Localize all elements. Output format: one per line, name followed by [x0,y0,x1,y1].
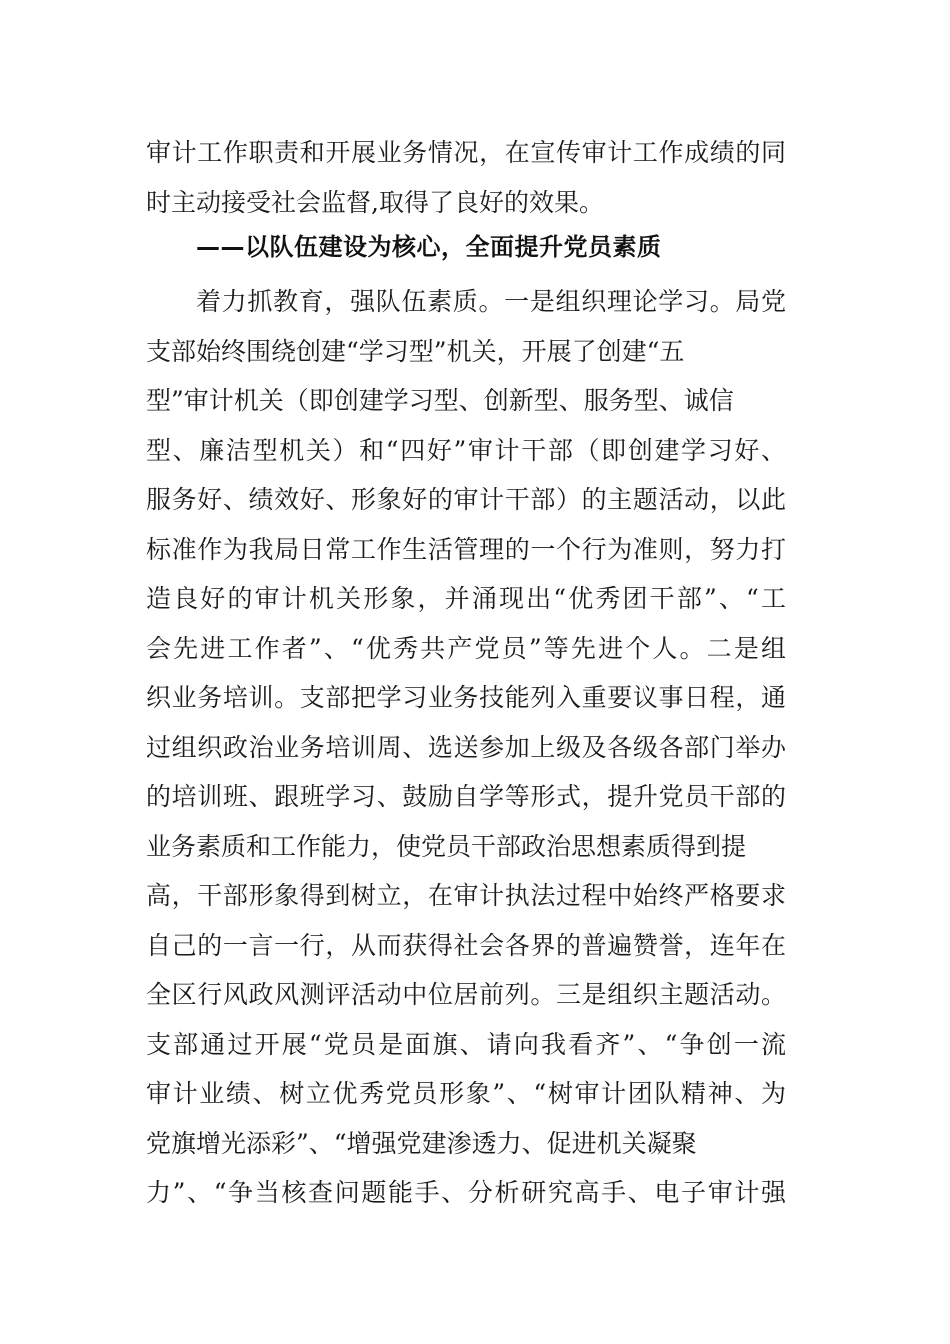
text-line: 全区行风政风测评活动中位居前列。三是组织主题活动。 [146,980,786,1009]
text-line: 着力抓教育，强队伍素质。一是组织理论学习。局党 [196,287,786,316]
text-line: 自己的一言一行，从而获得社会各界的普遍赞誉，连年在 [146,930,786,960]
body-paragraph [146,277,786,1218]
text-line: 型、廉洁型机关）和“四好”审计干部（即创建学习好、 [146,435,786,465]
text-line: 支部始终围绕创建“学习型”机关，开展了创建“五 [146,336,685,366]
text-line: 高，干部形象得到树立，在审计执法过程中始终严格要求 [146,881,786,910]
intro-paragraph [146,128,786,227]
text-line: 支部通过开展“党员是面旗、请向我看齐”、“争创一流 [146,1029,786,1059]
text-line: 服务好、绩效好、形象好的审计干部）的主题活动，以此 [146,485,786,514]
text-line: 造良好的审计机关形象，并涌现出“优秀团干部”、“工 [146,584,786,613]
text-line: 会先进工作者”、“优秀共产党员”等先进个人。二是组 [146,633,786,663]
text-line: 的培训班、跟班学习、鼓励自学等形式，提升党员干部的 [146,782,786,811]
text-line: 过组织政治业务培训周、选送参加上级及各级各部门举办 [146,732,786,762]
text-line: 业务素质和工作能力，使党员干部政治思想素质得到提 [146,831,747,861]
text-line: 力”、“争当核查问题能手、分析研究高手、电子审计强 [146,1178,786,1207]
text-line: 织业务培训。支部把学习业务技能列入重要议事日程，通 [146,683,786,712]
text-line: 型”审计机关（即创建学习型、创新型、服务型、诚信 [146,386,734,415]
text-line: 审计工作职责和开展业务情况，在宣传审计工作成绩的同 [146,138,786,167]
text-line: 标准作为我局日常工作生活管理的一个行为准则，努力打 [146,534,786,564]
text-line: 审计业绩、树立优秀党员形象”、“树审计团队精神、为 [146,1079,786,1108]
text-line: 时主动接受社会监督,取得了良好的效果。 [146,187,604,217]
section-heading: ——以队伍建设为核心，全面提升党员素质 [196,233,662,261]
text-line: 党旗增光添彩”、“增强党建渗透力、促进机关凝聚 [146,1128,697,1158]
